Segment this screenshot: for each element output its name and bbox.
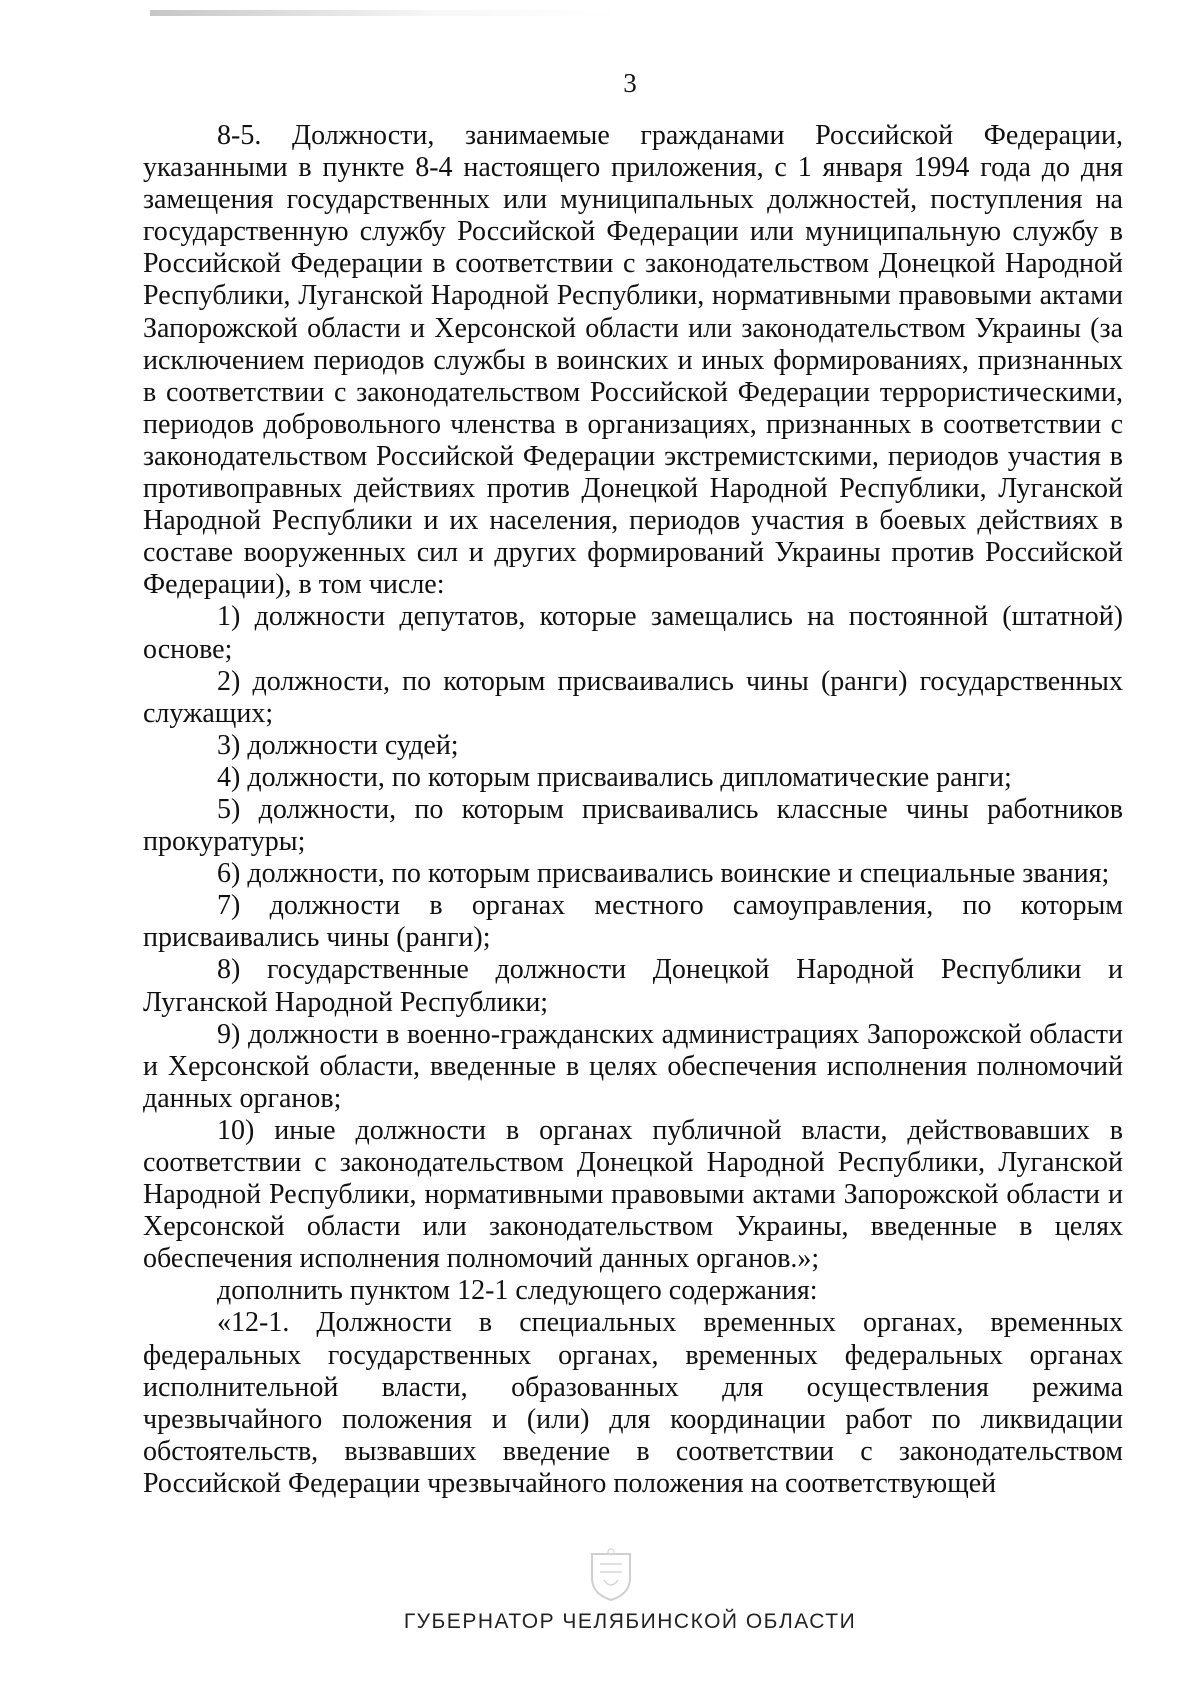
list-item-6: 6) должности, по которым присваивались воинские и специальные звания; — [217, 858, 1110, 890]
list-item-8: 8) государственные должности Донецкой Народной Республики и Луганской Народной Республики; — [143, 954, 1123, 1018]
list-item-2: 2) должности, по которым присваивались чины (ранги) государственных служащих; — [143, 665, 1123, 729]
page-number: 3 — [623, 68, 637, 98]
footer-signature-block: ГУБЕРНАТОР ЧЕЛЯБИНСКОЙ ОБЛАСТИ — [403, 1610, 857, 1633]
coat-of-arms-icon — [588, 1548, 634, 1602]
list-item-3: 3) должности судей; — [217, 729, 459, 761]
list-item-1: 1) должности депутатов, которые замещались на постоянной (штатной) основе; — [143, 601, 1123, 665]
amendment-instruction: дополнить пунктом 12-1 следующего содержания: — [217, 1275, 818, 1307]
scan-artifact — [150, 10, 620, 16]
paragraph-12-1: «12-1. Должности в специальных временных органах, временных федеральных государственных органах, временных федеральных органах исполнительной власти, образованных для осуществления режима чрезвычайного положения и (или) для координации работ по ликвидации обстоятельств, вызвавших введение в соответствии с законодательством Российской Федерации чрезвычайного положения на соответствующей — [143, 1307, 1123, 1499]
list-item-9: 9) должности в военно-гражданских администрациях Запорожской области и Херсонской области, введенные в целях обеспечения исполнения полномочий данных органов; — [143, 1018, 1123, 1114]
paragraph-8-5: 8-5. Должности, занимаемые гражданами Российской Федерации, указанными в пункте 8-4 настоящего приложения, с 1 января 1994 года до дня замещения государственных или муниципальных должностей, поступления на государственную службу Российской Федерации или муниципальную службу в Российской Федерации в соответствии с законодательством Донецкой Народной Республики, Луганской Народной Республики, нормативными правовыми актами Запорожской области и Херсонской области или законодательством Украины (за исключением периодов службы в воинских и иных формированиях, признанных в соответствии с законодательством Российской Федерации террористическими, периодов добровольного членства в организациях, признанных в соответствии с законодательством Российской Федерации экстремистскими, периодов участия в противоправных действиях против Донецкой Народной Республики, Луганской Народной Республики и их населения, периодов участия в боевых действиях в составе вооруженных сил и других формирований Украины против Российской Федерации), в том числе: — [143, 120, 1123, 601]
list-item-7: 7) должности в органах местного самоуправления, по которым присваивались чины (ранги); — [143, 890, 1123, 954]
list-item-4: 4) должности, по которым присваивались дипломатические ранги; — [217, 761, 1012, 793]
list-item-5: 5) должности, по которым присваивались классные чины работников прокуратуры; — [143, 793, 1123, 858]
document-body — [143, 120, 1123, 1500]
list-item-10: 10) иные должности в органах публичной власти, действовавших в соответствии с законодательством Донецкой Народной Республики, Луганской Народной Республики, нормативными правовыми актами Запорожской области и Херсонской области или законодательством Украины, введенные в целях обеспечения исполнения полномочий данных органов.»; — [143, 1114, 1123, 1275]
